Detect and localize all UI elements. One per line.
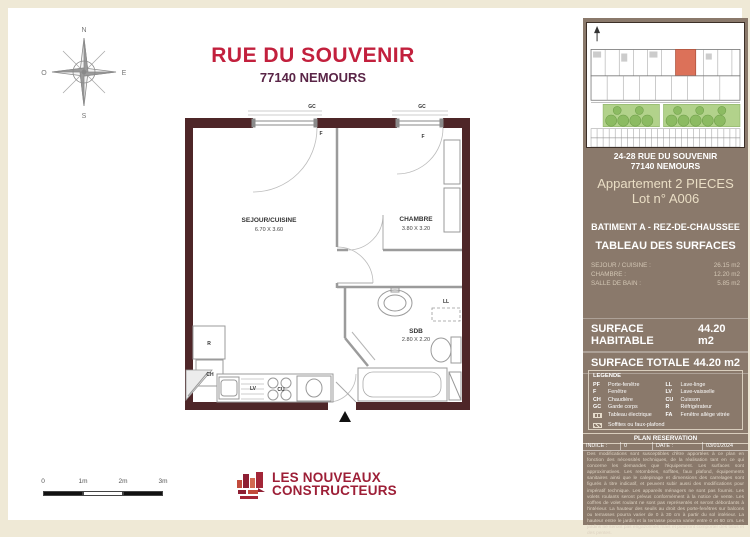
- legend-abbr: LL: [665, 381, 673, 388]
- date-label: DATE :: [653, 442, 703, 450]
- legend-abbr: CH: [593, 396, 601, 403]
- soffit-icon: [593, 423, 602, 428]
- scale-bar: [41, 478, 173, 502]
- room-dims-bathroom: 2.80 X 2.20: [401, 337, 431, 343]
- apartment-info: [583, 176, 748, 206]
- room-label-living: SEJOUR/CUISINE: [241, 217, 297, 224]
- site-plan-thumbnail: [586, 22, 745, 148]
- washbasin: [378, 290, 412, 316]
- project-address: [583, 151, 748, 171]
- site-plan-drawing: [587, 23, 744, 147]
- scale-tick: 3m: [158, 478, 168, 485]
- logo-line2: CONSTRUCTEURS: [272, 483, 397, 498]
- surface-row: [591, 270, 740, 279]
- page-title: RUE DU SOUVENIR: [211, 44, 415, 67]
- highlighted-unit: [676, 49, 696, 75]
- legend-label: Soffites ou faux-plafond: [608, 421, 665, 428]
- surface-value: 12.20 m2: [713, 271, 740, 278]
- legal-disclaimer: Des modifications sont susceptibles d'être apportées à ce plan en fonction des nécessités techniques, de la réalisation tant en ce qui concerne les demandes que l'équipement. Les surfaces sont approximatives. Les retombées, soffites, faux plafond, équipements sanitaires ainsi que le calepinage et dimensions des carrelages sont figurés à titre indicatif, et peuvent subir aussi des modifications pour impératif technique. Les appareils ménagers ne sont pas fournis. Les volets roulants seront prévus conformément à la notice de vente. Les coffres de volet roulant ne sont pas représentés et seront débordants à l'intérieur. La hauteur des seuils au droit des porte-fenêtres sur balcons ou terrasses pourra varier de 0 à 30 cm à partir du sol intérieur. La hauteur entre le jardin et la terrasse pourra varier entre 0 et 60 cm. Les jardins ne seront pas engazonnés mais et pourront comporter des talus et des pentes.: [587, 452, 744, 537]
- closet: [444, 140, 460, 232]
- door-swings: [253, 128, 443, 402]
- legend-label: Lave-vaisselle: [680, 389, 715, 396]
- legend-label: Chaudière: [608, 396, 633, 403]
- legend-left-column: [593, 382, 666, 432]
- washer-label: LL: [442, 299, 450, 305]
- guardrail-lines: [248, 111, 448, 115]
- scale-segment: [43, 491, 83, 496]
- scale-tick: 1m: [78, 478, 88, 485]
- legend-label: Fenêtre allège vitrée: [680, 411, 730, 418]
- legend-abbr: PF: [593, 381, 600, 388]
- surface-habitable-label: SURFACE HABITABLE: [591, 323, 654, 347]
- scale-segment: [123, 491, 163, 496]
- compass-north-label: N: [81, 27, 87, 34]
- parking-rows: [591, 129, 740, 147]
- legend-abbr: CU: [665, 396, 674, 403]
- info-sidebar: [583, 18, 748, 537]
- washing-machine-slot: [432, 308, 460, 321]
- reservation-plan-title: PLAN RESERVATION: [583, 433, 748, 444]
- surface-value: 5.85 m2: [717, 280, 740, 287]
- indice-label: INDICE :: [583, 442, 621, 450]
- document-page: [8, 8, 744, 537]
- legend-abbr: GC: [593, 404, 602, 411]
- fridge-label: R: [207, 341, 211, 347]
- interior-walls: [337, 128, 462, 366]
- legend-abbr: FA: [665, 411, 673, 418]
- room-label-bathroom: SDB: [409, 328, 423, 335]
- compass-south-label: S: [81, 113, 87, 120]
- indice-date-row: [583, 442, 748, 451]
- legend-label: Cuisson: [680, 396, 700, 403]
- bathroom-door-leaf: [352, 332, 375, 360]
- surfaces-title: TABLEAU DES SURFACES: [595, 240, 736, 252]
- legend-abbr: F: [593, 389, 597, 396]
- legend-label: Fenêtre: [608, 389, 627, 396]
- scale-tick: 0: [41, 478, 45, 485]
- legend-title: LEGENDE: [593, 373, 622, 379]
- room-dims-bedroom: 3.80 X 3.20: [401, 226, 431, 232]
- title-block: [163, 44, 463, 85]
- surface-totale-label: SURFACE TOTALE: [591, 357, 690, 369]
- legend-right-column: [666, 382, 739, 432]
- legend-label: Réfrigérateur: [680, 404, 712, 411]
- indice-value: 0: [621, 442, 653, 450]
- logo-buildings-icon: [236, 468, 266, 500]
- scale-tick: 2m: [118, 478, 128, 485]
- electrical-panel-icon: [593, 413, 602, 418]
- surface-habitable-value: 44.20 m2: [697, 323, 726, 347]
- surface-label: CHAMBRE :: [591, 271, 626, 278]
- guardrail-label-2: GC: [418, 104, 426, 110]
- entrance-arrow-icon: [339, 411, 351, 422]
- developer-logo: [236, 468, 397, 500]
- logo-text: [272, 471, 397, 498]
- window-label-2: F: [421, 134, 425, 140]
- surface-habitable-row: [583, 318, 748, 352]
- bathtub: [358, 368, 447, 401]
- date-value: 03/01/2024: [706, 443, 733, 449]
- address-line1: 24-28 RUE DU SOUVENIR: [613, 151, 718, 161]
- legend-box: [588, 370, 743, 430]
- legend-label: Garde corps: [608, 404, 638, 411]
- dishwasher-label: LV: [249, 386, 257, 392]
- apartment-type: Appartement 2 PIECES: [597, 176, 734, 191]
- cooktop-label: CU: [277, 387, 285, 393]
- toilet-bowl: [431, 338, 451, 362]
- boiler-label: CH: [206, 372, 214, 378]
- legend-abbr: LV: [665, 389, 672, 396]
- guardrail-label-1: GC: [308, 104, 316, 110]
- legend-abbr: R: [665, 404, 670, 411]
- room-dims-living: 6.70 X 3.60: [254, 227, 284, 233]
- surfaces-table: [591, 261, 740, 288]
- surface-row: [591, 261, 740, 270]
- address-line2: 77140 NEMOURS: [630, 161, 701, 171]
- building-floor: BATIMENT A - REZ-DE-CHAUSSEE: [591, 222, 740, 232]
- kitchen-fixtures: [186, 326, 333, 402]
- compass-east-label: E: [121, 70, 127, 77]
- toilet-tank: [451, 337, 461, 363]
- legend-label: Lave-linge: [680, 381, 706, 388]
- window-label-1: F: [319, 131, 323, 137]
- legend-label: Porte-fenêtre: [608, 381, 640, 388]
- surface-label: SALLE DE BAIN :: [591, 280, 642, 287]
- compass-rose: [38, 22, 130, 122]
- exterior-walls: [185, 118, 470, 410]
- scale-segment: [83, 491, 123, 496]
- logo-line1: LES NOUVEAUX: [272, 469, 381, 485]
- legend-label: Tableau électrique: [608, 411, 652, 418]
- page-subtitle: 77140 NEMOURS: [259, 70, 367, 85]
- compass-west-label: O: [41, 70, 47, 77]
- surface-label: SEJOUR / CUISINE :: [591, 262, 651, 269]
- surface-totale-value: 44.20 m2: [693, 357, 740, 369]
- surface-row: [591, 279, 740, 288]
- lot-number: Lot n° A006: [631, 191, 700, 206]
- room-label-bedroom: CHAMBRE: [399, 216, 433, 223]
- floor-plan: [180, 95, 480, 430]
- surface-value: 26.15 m2: [713, 262, 740, 269]
